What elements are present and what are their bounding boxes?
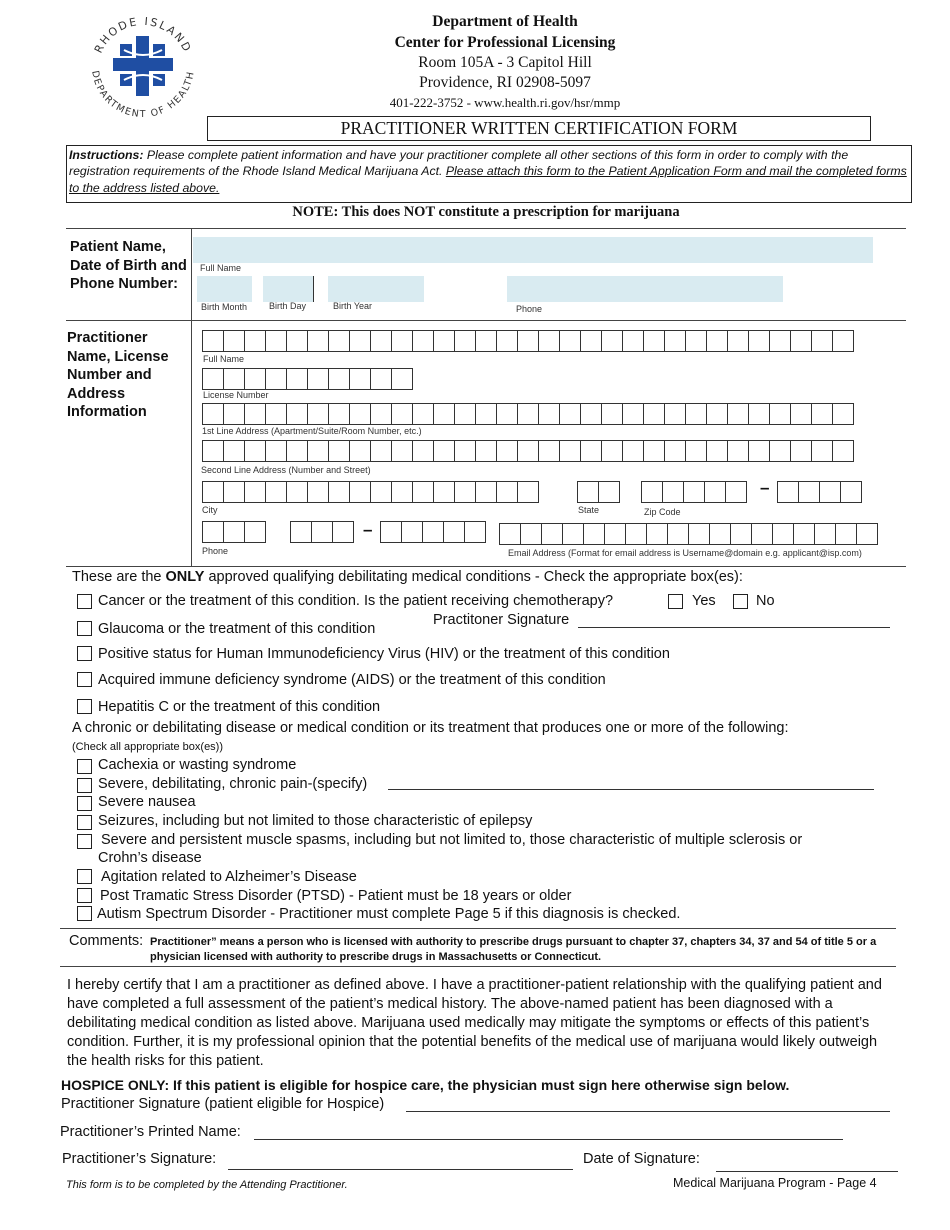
signature-label: Practitioner’s Signature:: [62, 1151, 217, 1167]
birth-day-caption: Birth Day: [269, 301, 307, 311]
seizures-checkbox[interactable]: [77, 815, 92, 830]
practitioner-section-label: Practitioner Name, License Number and Address Information: [67, 330, 169, 420]
chemo-no-checkbox[interactable]: [733, 594, 748, 609]
practitioner-full-name-boxes[interactable]: [202, 330, 853, 352]
birth-day-field[interactable]: [263, 276, 314, 302]
printed-name-label: Practitioner’s Printed Name:: [60, 1124, 241, 1140]
patient-full-name-field[interactable]: [193, 237, 873, 263]
state-boxes[interactable]: [577, 481, 619, 503]
phone-dash: –: [363, 520, 373, 539]
seal-text-bottom: DEPARTMENT OF HEALTH: [89, 69, 197, 121]
chronic-pain-checkbox[interactable]: [77, 778, 92, 793]
state-caption: State: [578, 505, 600, 515]
muscle-spasms-label-cont: Crohn’s disease: [98, 850, 202, 866]
cancer-label: Cancer or the treatment of this condition. Is the patient receiving chemotherapy?: [98, 593, 614, 609]
center-name: Center for Professional Licensing: [394, 34, 616, 51]
birth-month-field[interactable]: [197, 276, 252, 302]
glaucoma-label: Glaucoma or the treatment of this condition: [98, 621, 376, 637]
birth-month-caption: Birth Month: [201, 302, 248, 312]
glaucoma-checkbox[interactable]: [77, 621, 92, 636]
address-line1-boxes[interactable]: [202, 403, 853, 425]
footer-note: This form is to be completed by the Attending Practitioner.: [66, 1179, 348, 1191]
zip-code-caption: Zip Code: [644, 507, 681, 517]
hiv-label: Positive status for Human Immunodeficiency Virus (HIV) or the treatment of this condition: [98, 646, 670, 662]
alzheimers-label: Agitation related to Alzheimer’s Disease: [101, 869, 357, 885]
license-number-caption: License Number: [203, 390, 269, 400]
chemo-yes-label: Yes: [692, 593, 716, 609]
instructions-label: Instructions:: [69, 148, 144, 162]
date-of-signature-label: Date of Signature:: [583, 1151, 700, 1167]
chronic-pain-label: Severe, debilitating, chronic pain-(specify): [98, 776, 368, 792]
birth-year-field[interactable]: [328, 276, 424, 302]
comments-label: Comments:: [69, 933, 144, 949]
room-address: Room 105A - 3 Capitol Hill: [418, 54, 592, 71]
chemo-signature-label: Practitoner Signature: [433, 612, 570, 628]
autism-label: Autism Spectrum Disorder - Practitioner must complete Page 5 if this diagnosis is checked.: [97, 906, 681, 922]
instructions-text: Please complete patient information and have your practitioner complete all other sections of this form in order to comply with the registration requirements of the Rhode Island Medical Marijuana Act.: [69, 148, 849, 179]
hepatitis-c-label: Hepatitis C or the treatment of this condition: [98, 699, 381, 715]
zip-dash: –: [760, 478, 770, 497]
date-of-signature-line[interactable]: [716, 1171, 898, 1172]
seizures-label: Seizures, including but not limited to those characteristic of epilepsy: [98, 813, 533, 829]
muscle-spasms-label: Severe and persistent muscle spasms, including but not limited to, those characteristic of multiple sclerosis or: [101, 832, 803, 848]
form-title: PRACTITIONER WRITTEN CERTIFICATION FORM: [207, 116, 871, 141]
patient-phone-field[interactable]: [507, 276, 783, 302]
chronic-condition-intro: A chronic or debilitating disease or medical condition or its treatment that produces one or more of the following:: [72, 720, 789, 736]
nausea-label: Severe nausea: [98, 794, 196, 810]
city-address: Providence, RI 02908-5097: [419, 74, 591, 91]
cancer-checkbox[interactable]: [77, 594, 92, 609]
patient-section-label: Patient Name, Date of Birth and Phone Number:: [70, 239, 187, 292]
ptsd-label: Post Tramatic Stress Disorder (PTSD) - Patient must be 18 years or older: [100, 888, 572, 904]
phone-area-boxes[interactable]: [202, 521, 265, 543]
certification-statement: I hereby certify that I am a practitioner as defined above. I have a practitioner-patient relationship with the qualifying patient and have completed a full assessment of the patient’s medical history. The above-named patient has been diagnosed with a debilitating medical condition as listed above. Marijuana used medically may mitigate the symptoms or effects of this patient’s condition. Further, it is my professional opinion that the potential benefits of the medical use of marijuana would likely outweigh the health risks for this patient.: [67, 977, 882, 1069]
chemo-signature-line[interactable]: [578, 627, 890, 628]
aids-label: Acquired immune deficiency syndrome (AIDS) or the treatment of this condition: [98, 672, 606, 688]
printed-name-line[interactable]: [254, 1139, 843, 1140]
hospice-signature-line[interactable]: [406, 1111, 890, 1112]
patient-full-name-caption: Full Name: [200, 263, 242, 273]
patient-phone-caption: Phone: [516, 304, 543, 314]
hospice-notice: HOSPICE ONLY: If this patient is eligible for hospice care, the physician must sign here otherwise sign below.: [61, 1077, 790, 1093]
seal-text-top: RHODE ISLAND: [91, 14, 195, 56]
address-line1-caption: 1st Line Address (Apartment/Suite/Room Number, etc.): [202, 426, 422, 436]
autism-checkbox[interactable]: [77, 906, 92, 921]
instructions-attach-note: Please attach this form to the Patient Application Form and mail the completed forms to the address listed above.: [69, 164, 907, 195]
comments-definition: Practitioner” means a person who is licensed with authority to prescribe drugs pursuant to chapter 37, chapters 34, 37 and 54 of title 5 or a physician licensed with authority to prescribe drugs in Massachusetts or Connecticut.: [150, 936, 877, 963]
chemo-no-label: No: [756, 593, 775, 609]
muscle-spasms-checkbox[interactable]: [77, 834, 92, 849]
birth-year-caption: Birth Year: [333, 301, 373, 311]
contact-info: 401-222-3752 - www.health.ri.gov/hsr/mmp: [389, 95, 621, 110]
hepatitis-c-checkbox[interactable]: [77, 699, 92, 714]
phone-line-boxes[interactable]: [380, 521, 485, 543]
license-number-boxes[interactable]: [202, 368, 412, 390]
signature-line[interactable]: [228, 1169, 573, 1170]
hospice-signature-label: Practitioner Signature (patient eligible for Hospice): [61, 1096, 385, 1112]
hiv-checkbox[interactable]: [77, 646, 92, 661]
nausea-checkbox[interactable]: [77, 796, 92, 811]
city-boxes[interactable]: [202, 481, 538, 503]
zip-plus4-boxes[interactable]: [777, 481, 861, 503]
chemo-yes-checkbox[interactable]: [668, 594, 683, 609]
address-line2-caption: Second Line Address (Number and Street): [201, 465, 371, 475]
email-caption: Email Address (Format for email address is Username@domain e.g. applicant@isp.com): [508, 548, 862, 558]
note-not-prescription: NOTE: This does NOT constitute a prescription for marijuana: [292, 204, 680, 220]
check-all-note: (Check all appropriate box(es)): [72, 741, 224, 753]
alzheimers-checkbox[interactable]: [77, 869, 92, 884]
zip-code-boxes[interactable]: [641, 481, 746, 503]
page-footer: Medical Marijuana Program - Page 4: [673, 1176, 877, 1190]
department-name: Department of Health: [432, 13, 578, 30]
address-line2-boxes[interactable]: [202, 440, 853, 462]
ptsd-checkbox[interactable]: [77, 888, 92, 903]
city-caption: City: [202, 505, 218, 515]
practitioner-full-name-caption: Full Name: [203, 354, 245, 364]
conditions-intro: These are the ONLY approved qualifying debilitating medical conditions - Check the appropriate box(es):: [72, 569, 743, 585]
chronic-pain-specify-line[interactable]: [388, 789, 874, 790]
cachexia-label: Cachexia or wasting syndrome: [98, 757, 297, 773]
aids-checkbox[interactable]: [77, 672, 92, 687]
email-boxes[interactable]: [499, 523, 877, 545]
practitioner-phone-caption: Phone: [202, 546, 229, 556]
department-seal: [84, 8, 202, 126]
instructions-box: [66, 145, 912, 203]
phone-prefix-boxes[interactable]: [290, 521, 353, 543]
cachexia-checkbox[interactable]: [77, 759, 92, 774]
